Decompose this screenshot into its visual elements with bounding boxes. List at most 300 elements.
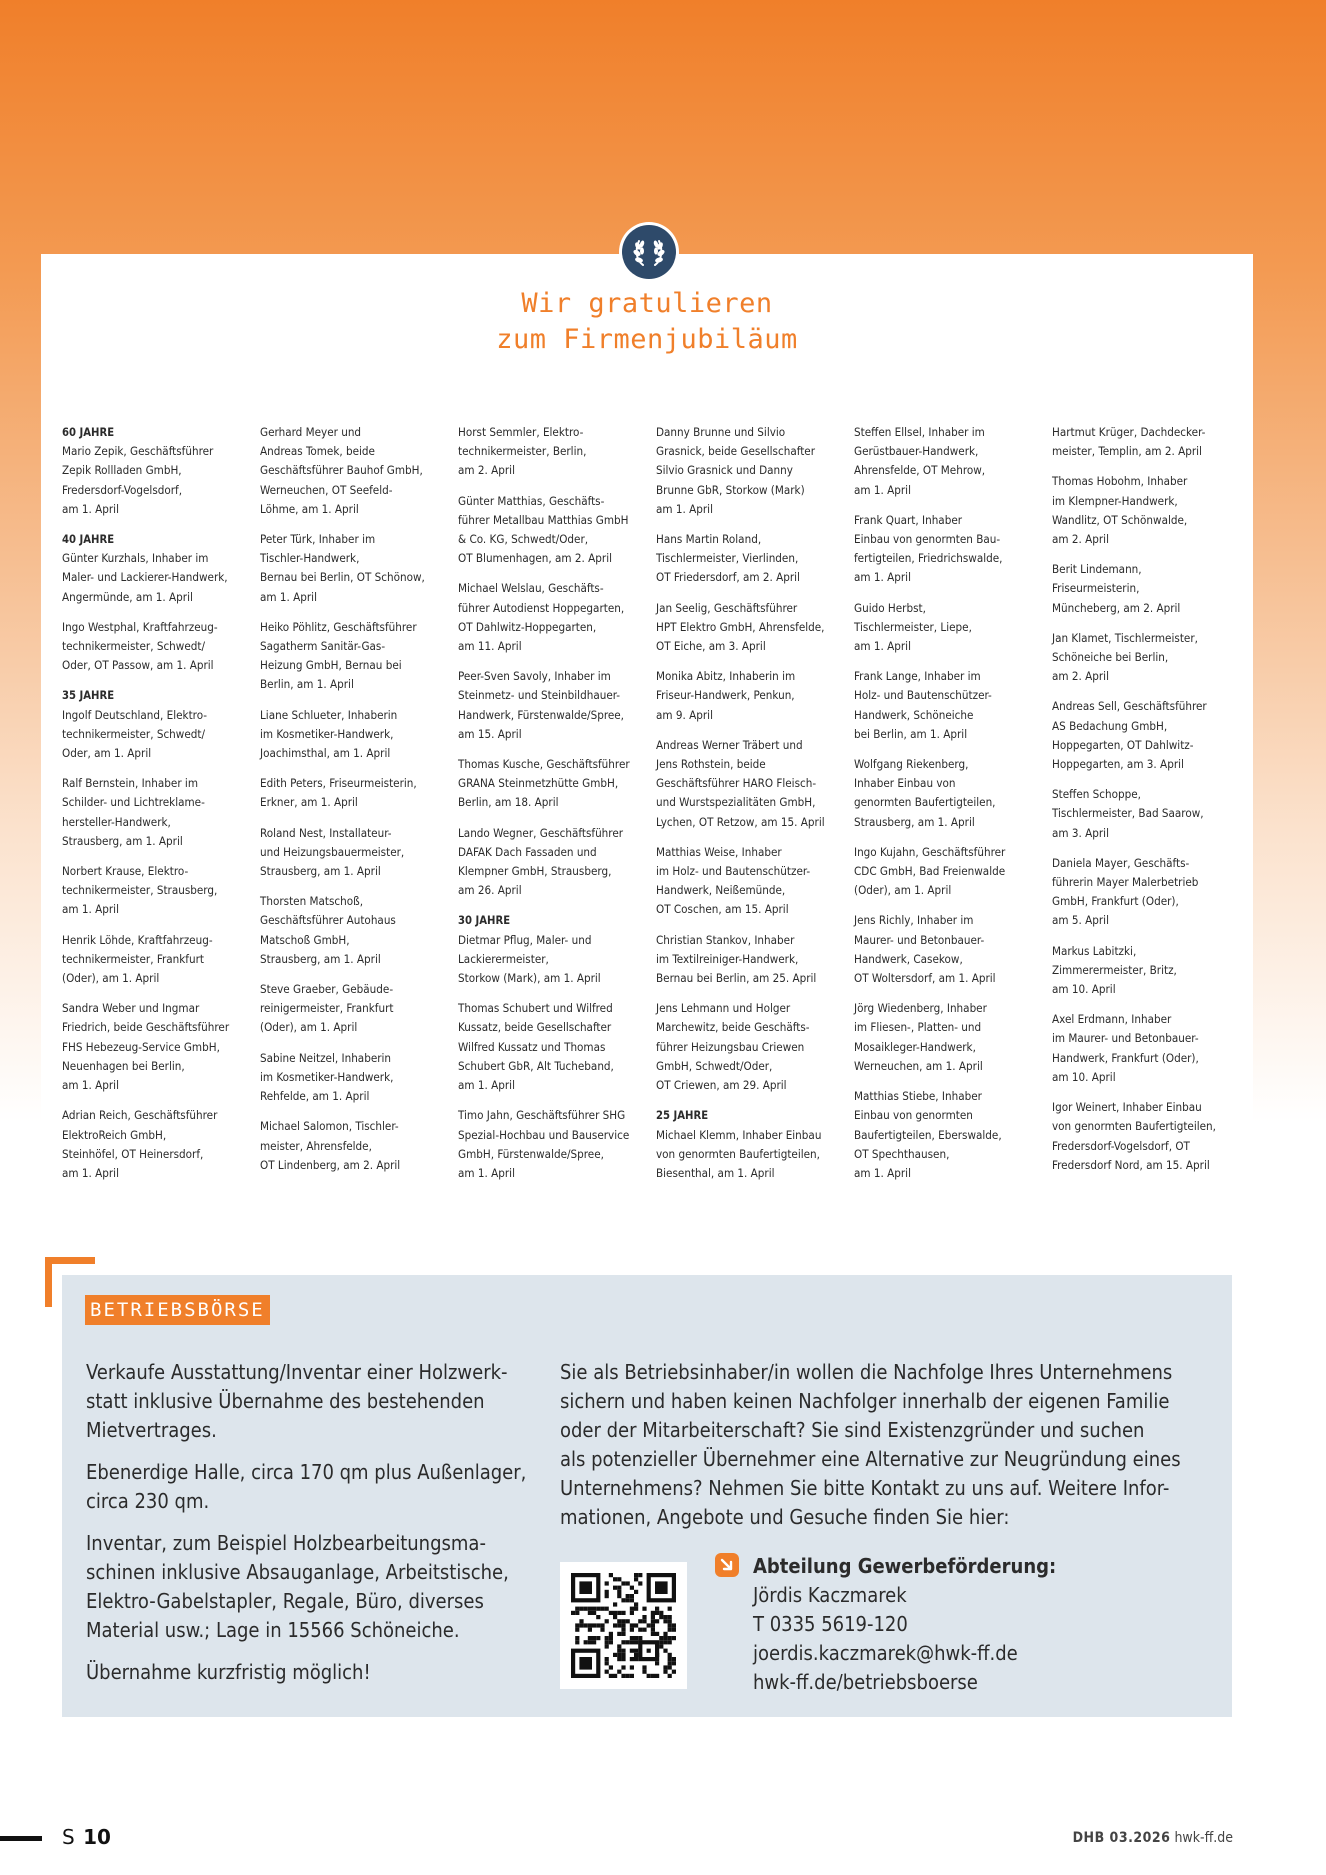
entry-line: am 1. April <box>656 501 713 516</box>
anniversary-entry <box>260 706 450 764</box>
entry-line: Axel Erdmann, Inhaber <box>1052 1012 1172 1027</box>
entry-line: Heiko Pöhlitz, Geschäftsführer <box>260 619 417 634</box>
entry-line: OT Spechthausen, <box>854 1146 950 1161</box>
entry-line: Berit Lindemann, <box>1052 562 1142 577</box>
laurel-wreath-icon <box>629 232 669 272</box>
entry-line: am 1. April <box>458 1165 515 1180</box>
anniversary-entry <box>854 843 1044 901</box>
entry-line: Henrik Löhde, Kraftfahrzeug- <box>62 932 213 947</box>
anniversary-entry <box>260 423 450 519</box>
entry-line: Brunne GbR, Storkow (Mark) <box>656 482 805 497</box>
anniversary-entry <box>62 530 252 607</box>
offer-paragraph: Inventar, zum Beispiel Holzbearbeitungsma- schinen inklusive Absauganlage, Arbeitstische, Elektro-Gabelstapler, Regale, Büro, diverses Material usw.; Lage in 15566 Schöneiche. <box>86 1531 509 1642</box>
entry-line: im Fliesen-, Platten- und <box>854 1020 982 1035</box>
entry-line: GmbH, Frankfurt (Oder), <box>1052 894 1179 909</box>
contact-phone[interactable]: T 0335 5619-120 <box>753 1612 908 1636</box>
qr-code[interactable] <box>560 1562 687 1689</box>
anniversary-entry <box>260 530 450 607</box>
entry-line: am 1. April <box>854 639 911 654</box>
entry-line: & Co. KG, Schwedt/Oder, <box>458 532 589 547</box>
entry-line: hersteller-Handwerk, <box>62 814 171 829</box>
entry-line: technikermeister, Schwedt/ <box>62 726 205 741</box>
anniversary-entry <box>854 999 1044 1076</box>
entry-line: Monika Abitz, Inhaberin im <box>656 669 796 684</box>
entry-line: Thorsten Matschoß, <box>260 894 364 909</box>
entry-line: im Klempner-Handwerk, <box>1052 493 1178 508</box>
entry-line: technikermeister, Berlin, <box>458 444 587 459</box>
anniversary-entry <box>1052 472 1242 549</box>
anniversary-entry <box>1052 423 1242 461</box>
entry-line: Kussatz, beide Gesellschafter <box>458 1020 612 1035</box>
entry-line: am 1. April <box>260 589 317 604</box>
anniversary-entry <box>62 618 252 676</box>
anniversary-entry <box>458 999 648 1095</box>
entry-line: Wandlitz, OT Schönwalde, <box>1052 512 1188 527</box>
entry-line: Steinmetz- und Steinbildhauer- <box>458 688 621 703</box>
entry-line: OT Eiche, am 3. April <box>656 639 766 654</box>
anniversary-columns <box>62 423 1242 1183</box>
entry-line: Einbau von genormten <box>854 1108 973 1123</box>
entry-line: Jan Klamet, Tischlermeister, <box>1052 630 1198 645</box>
entry-line: reinigermeister, Frankfurt <box>260 1001 394 1016</box>
entry-line: Danny Brunne und Silvio <box>656 425 786 439</box>
entry-line: Jens Richly, Inhaber im <box>854 913 974 928</box>
entry-line: Klempner GmbH, Strausberg, <box>458 864 612 879</box>
entry-line: Matthias Weise, Inhaber <box>656 844 782 859</box>
entry-line: Ingolf Deutschland, Elektro- <box>62 707 208 722</box>
entry-line: Handwerk, Neißemünde, <box>656 883 786 898</box>
anniversary-entry <box>62 931 252 989</box>
entry-line: Strausberg, am 1. April <box>854 814 975 829</box>
anniversary-entry <box>854 511 1044 588</box>
entry-line: Ingo Kujahn, Geschäftsführer <box>854 844 1006 859</box>
anniversary-heading: 40 JAHRE <box>62 533 115 547</box>
anniversary-entry <box>458 579 648 656</box>
entry-line: Sabine Neitzel, Inhaberin <box>260 1050 392 1065</box>
entry-line: Rehfelde, am 1. April <box>260 1089 370 1104</box>
anniversary-entry <box>1052 1010 1242 1087</box>
entry-line: Guido Herbst, <box>854 600 926 615</box>
anniversary-entry <box>260 824 450 882</box>
entry-line: Friseur-Handwerk, Penkun, <box>656 688 795 703</box>
entry-line: Christian Stankov, Inhaber <box>656 932 795 947</box>
accent-corner <box>45 1257 95 1264</box>
entry-line: Thomas Hobohm, Inhaber <box>1052 474 1188 489</box>
entry-line: Sagatherm Sanitär-Gas- <box>260 639 386 654</box>
entry-line: Handwerk, Casekow, <box>854 951 963 966</box>
page-number <box>62 1822 111 1852</box>
entry-line: (Oder), am 1. April <box>62 971 160 986</box>
entry-line: Schilder- und Lichtreklame- <box>62 795 205 810</box>
offer-paragraph: Ebenerdige Halle, circa 170 qm plus Außenlager, circa 230 qm. <box>86 1460 527 1513</box>
entry-line: Adrian Reich, Geschäftsführer <box>62 1108 218 1123</box>
anniversary-entry <box>1052 629 1242 687</box>
entry-line: Frank Lange, Inhaber im <box>854 669 981 684</box>
contact-block <box>753 1552 1223 1697</box>
anniversary-column <box>656 423 846 1194</box>
entry-line: technikermeister, Frankfurt <box>62 951 204 966</box>
betriebsboerse-label: BETRIEBSBÖRSE <box>85 1295 270 1325</box>
entry-line: OT Woltersdorf, am 1. April <box>854 971 996 986</box>
entry-line: Daniela Mayer, Geschäfts- <box>1052 855 1190 870</box>
offer-text <box>86 1358 526 1700</box>
entry-line: am 15. April <box>458 726 522 741</box>
entry-line: Angermünde, am 1. April <box>62 589 193 604</box>
entry-line: Sandra Weber und Ingmar <box>62 1001 200 1016</box>
entry-line: Steffen Ellsel, Inhaber im <box>854 425 985 439</box>
entry-line: am 5. April <box>1052 913 1109 928</box>
entry-line: Steinhöfel, OT Heinersdorf, <box>62 1146 204 1161</box>
entry-line: Biesenthal, am 1. April <box>656 1165 775 1180</box>
entry-line: am 2. April <box>1052 532 1109 547</box>
entry-line: Maler- und Lackierer-Handwerk, <box>62 570 228 585</box>
entry-line: ElektroReich GmbH, <box>62 1127 167 1142</box>
anniversary-entry <box>656 736 846 832</box>
entry-line: am 1. April <box>62 1165 119 1180</box>
entry-line: HPT Elektro GmbH, Ahrensfelde, <box>656 619 825 634</box>
anniversary-entry <box>458 492 648 569</box>
entry-line: Michael Salomon, Tischler- <box>260 1119 399 1134</box>
entry-line: Markus Labitzki, <box>1052 943 1137 958</box>
entry-line: Inhaber Einbau von <box>854 776 956 791</box>
entry-line: Hoppegarten, OT Dahlwitz- <box>1052 737 1194 752</box>
anniversary-entry <box>260 1117 450 1175</box>
entry-line: führer Metallbau Matthias GmbH <box>458 512 629 527</box>
anniversary-entry <box>62 1106 252 1183</box>
entry-line: Timo Jahn, Geschäftsführer SHG <box>458 1108 626 1123</box>
succession-text: Sie als Betriebsinhaber/in wollen die Nachfolge Ihres Unternehmens sichern und haben keinen Nachfolger innerhalb der eigenen Familie oder der Mitarbeiterschaft? Sie sind Existenzgründer und suchen als potenzieller Übernehmer eine Alternative zur Neugründung eines Unternehmens? Nehmen Sie bitte Kontakt zu uns auf. Weitere Infor- mationen, Angebote und Gesuche finden Sie hier: <box>560 1360 1181 1529</box>
anniversary-entry <box>458 423 648 481</box>
entry-line: Matschoß GmbH, <box>260 932 350 947</box>
anniversary-entry <box>260 1049 450 1107</box>
entry-line: (Oder), am 1. April <box>260 1020 358 1035</box>
entry-line: Joachimsthal, am 1. April <box>260 746 391 761</box>
entry-line: Lackierermeister, <box>458 951 549 966</box>
entry-line: technikermeister, Strausberg, <box>62 883 218 898</box>
anniversary-entry <box>656 667 846 725</box>
entry-line: Günter Kurzhals, Inhaber im <box>62 551 209 566</box>
anniversary-entry <box>62 423 252 519</box>
entry-line: Tischlermeister, Bad Saarow, <box>1052 806 1204 821</box>
entry-line: führer Heizungsbau Criewen <box>656 1039 805 1054</box>
entry-line: meister, Templin, am 2. April <box>1052 444 1202 459</box>
entry-line: im Maurer- und Betonbauer- <box>1052 1031 1199 1046</box>
entry-line: am 1. April <box>62 902 119 917</box>
entry-line: Edith Peters, Friseurmeisterin, <box>260 776 417 791</box>
anniversary-entry <box>62 862 252 920</box>
entry-line: Lando Wegner, Geschäftsführer <box>458 825 624 840</box>
entry-line: Norbert Krause, Elektro- <box>62 864 189 879</box>
entry-line: Igor Weinert, Inhaber Einbau <box>1052 1100 1202 1115</box>
entry-line: Tischler-Handwerk, <box>260 551 360 566</box>
entry-line: Thomas Schubert und Wilfred <box>458 1001 613 1016</box>
entry-line: Einbau von genormten Bau- <box>854 532 1001 547</box>
entry-line: Handwerk, Fürstenwalde/Spree, <box>458 707 624 722</box>
entry-line: am 1. April <box>62 1078 119 1093</box>
entry-line: von genormten Baufertigteilen, <box>656 1146 820 1161</box>
entry-line: Lychen, OT Retzow, am 15. April <box>656 814 825 829</box>
anniversary-entry <box>854 755 1044 832</box>
entry-line: Grasnick, beide Gesellschafter <box>656 444 815 459</box>
entry-line: Hans Martin Roland, <box>656 532 762 547</box>
entry-line: Michael Welslau, Geschäfts- <box>458 581 604 596</box>
entry-line: am 3. April <box>1052 825 1109 840</box>
entry-line: im Kosmetiker-Handwerk, <box>260 726 394 741</box>
entry-line: Heizung GmbH, Bernau bei <box>260 658 402 673</box>
entry-line: Tischlermeister, Vierlinden, <box>656 551 799 566</box>
entry-line: Strausberg, am 1. April <box>62 833 183 848</box>
entry-line: Jens Lehmann und Holger <box>656 1001 791 1016</box>
contact-name: Jördis Kaczmarek <box>753 1583 907 1607</box>
entry-line: Strausberg, am 1. April <box>260 951 381 966</box>
entry-line: Matthias Stiebe, Inhaber <box>854 1089 982 1104</box>
entry-line: Geschäftsführer Bauhof GmbH, <box>260 463 423 478</box>
entry-line: Andreas Tomek, beide <box>260 444 375 459</box>
entry-line: Silvio Grasnick und Danny <box>656 463 793 478</box>
anniversary-heading: 25 JAHRE <box>656 1109 709 1123</box>
anniversary-entry <box>656 843 846 920</box>
entry-line: Jörg Wiedenberg, Inhaber <box>854 1001 987 1016</box>
entry-line: Tischlermeister, Liepe, <box>854 619 972 634</box>
footer-site[interactable]: hwk-ff.de <box>1174 1830 1233 1846</box>
entry-line: FHS Hebezeug-Service GmbH, <box>62 1039 220 1054</box>
entry-line: von genormten Baufertigteilen, <box>1052 1119 1216 1134</box>
anniversary-entry <box>458 1106 648 1183</box>
anniversary-entry <box>656 599 846 657</box>
entry-line: genormten Baufertigteilen, <box>854 795 996 810</box>
anniversary-heading: 35 JAHRE <box>62 689 115 703</box>
entry-line: OT Blumenhagen, am 2. April <box>458 551 612 566</box>
entry-line: Storkow (Mark), am 1. April <box>458 971 601 986</box>
entry-line: technikermeister, Schwedt/ <box>62 639 205 654</box>
anniversary-column <box>62 423 252 1194</box>
entry-line: Bernau bei Berlin, OT Schönow, <box>260 570 425 585</box>
entry-line: Fredersdorf-Vogelsdorf, <box>62 482 183 497</box>
entry-line: fertigteilen, Friedrichswalde, <box>854 551 1003 566</box>
entry-line: Günter Matthias, Geschäfts- <box>458 493 605 508</box>
entry-line: am 26. April <box>458 883 522 898</box>
emblem <box>619 222 679 282</box>
arrow-down-right-icon <box>715 1553 739 1577</box>
entry-line: Liane Schlueter, Inhaberin <box>260 707 398 722</box>
entry-line: Mosaikleger-Handwerk, <box>854 1039 976 1054</box>
entry-line: Ingo Westphal, Kraftfahrzeug- <box>62 619 218 634</box>
entry-line: und Wurstspezialitäten GmbH, <box>656 795 816 810</box>
entry-line: Gerüstbauer-Handwerk, <box>854 444 979 459</box>
entry-line: im Kosmetiker-Handwerk, <box>260 1069 394 1084</box>
entry-line: Strausberg, am 1. April <box>260 864 381 879</box>
entry-line: im Textilreiniger-Handwerk, <box>656 951 799 966</box>
anniversary-heading: 30 JAHRE <box>458 914 511 928</box>
entry-line: Friseurmeisterin, <box>1052 581 1140 596</box>
entry-line: Ahrensfelde, OT Mehrow, <box>854 463 986 478</box>
anniversary-entry <box>62 774 252 851</box>
entry-line: Hoppegarten, am 3. April <box>1052 757 1184 772</box>
entry-line: Werneuchen, OT Seefeld- <box>260 482 393 497</box>
entry-line: Berlin, am 1. April <box>260 677 354 692</box>
entry-line: Fredersdorf-Vogelsdorf, OT <box>1052 1138 1190 1153</box>
entry-line: Baufertigteilen, Eberswalde, <box>854 1127 1002 1142</box>
anniversary-entry <box>1052 942 1242 1000</box>
entry-line: Löhme, am 1. April <box>260 501 359 516</box>
anniversary-entry <box>62 686 252 763</box>
entry-line: Berlin, am 18. April <box>458 795 559 810</box>
entry-line: Jan Seelig, Geschäftsführer <box>656 600 798 615</box>
entry-line: am 1. April <box>854 1165 911 1180</box>
entry-line: Geschäftsführer HARO Fleisch- <box>656 776 817 791</box>
entry-line: am 2. April <box>1052 669 1109 684</box>
entry-line: am 9. April <box>656 707 713 722</box>
entry-line: Oder, OT Passow, am 1. April <box>62 658 214 673</box>
anniversary-heading: 60 JAHRE <box>62 426 115 439</box>
footer-rule <box>0 1836 42 1841</box>
anniversary-entry <box>854 1087 1044 1183</box>
entry-line: meister, Ahrensfelde, <box>260 1138 372 1153</box>
entry-line: Friedrich, beide Geschäftsführer <box>62 1020 230 1035</box>
entry-line: Spezial-Hochbau und Bauservice <box>458 1127 630 1142</box>
entry-line: Holz- und Bautenschützer- <box>854 688 992 703</box>
entry-line: Frank Quart, Inhaber <box>854 512 963 527</box>
anniversary-entry <box>458 824 648 901</box>
entry-line: am 1. April <box>458 1078 515 1093</box>
entry-line: Peer-Sven Savoly, Inhaber im <box>458 669 611 684</box>
anniversary-column <box>854 423 1044 1194</box>
entry-line: bei Berlin, am 1. April <box>854 726 968 741</box>
entry-line: OT Friedersdorf, am 2. April <box>656 570 800 585</box>
entry-line: Peter Türk, Inhaber im <box>260 532 376 547</box>
entry-line: Michael Klemm, Inhaber Einbau <box>656 1127 822 1142</box>
entry-line: Neuenhagen bei Berlin, <box>62 1058 185 1073</box>
page-prefix: S <box>62 1825 77 1849</box>
anniversary-column <box>260 423 450 1186</box>
entry-line: DAFAK Dach Fassaden und <box>458 844 597 859</box>
entry-line: am 1. April <box>62 501 119 516</box>
title-line-2: zum Firmenjubiläum <box>496 324 798 355</box>
entry-line: am 2. April <box>458 463 515 478</box>
anniversary-entry <box>656 999 846 1095</box>
entry-line: Horst Semmler, Elektro- <box>458 425 584 439</box>
entry-line: am 10. April <box>1052 1069 1116 1084</box>
entry-line: Andreas Sell, Geschäftsführer <box>1052 699 1207 714</box>
anniversary-entry <box>1052 1098 1242 1175</box>
entry-line: im Holz- und Bautenschützer- <box>656 864 811 879</box>
contact-email[interactable]: joerdis.kaczmarek@hwk-ff.de <box>753 1641 1018 1665</box>
entry-line: Mario Zepik, Geschäftsführer <box>62 444 214 459</box>
entry-line: Wolfgang Riekenberg, <box>854 757 969 772</box>
anniversary-entry <box>656 423 846 519</box>
entry-line: OT Lindenberg, am 2. April <box>260 1157 401 1172</box>
footer-magazine <box>1073 1828 1233 1848</box>
anniversary-entry <box>656 931 846 989</box>
entry-line: Handwerk, Frankfurt (Oder), <box>1052 1050 1199 1065</box>
anniversary-column <box>458 423 648 1194</box>
magazine-issue: DHB 03.2026 <box>1072 1830 1171 1846</box>
anniversary-entry <box>854 667 1044 744</box>
entry-line: Thomas Kusche, Geschäftsführer <box>458 757 630 772</box>
anniversary-entry <box>656 530 846 588</box>
entry-line: OT Coschen, am 15. April <box>656 902 789 917</box>
anniversary-entry <box>458 911 648 988</box>
anniversary-entry <box>656 1106 846 1183</box>
entry-line: AS Bedachung GmbH, <box>1052 718 1168 733</box>
entry-line: Handwerk, Schöneiche <box>854 707 974 722</box>
contact-url[interactable]: hwk-ff.de/betriebsboerse <box>753 1670 978 1694</box>
entry-line: OT Dahlwitz-Hoppegarten, <box>458 619 597 634</box>
entry-line: Bernau bei Berlin, am 25. April <box>656 971 817 986</box>
entry-line: Werneuchen, am 1. April <box>854 1058 983 1073</box>
entry-line: Zepik Rollladen GmbH, <box>62 463 182 478</box>
anniversary-entry <box>854 423 1044 500</box>
offer-paragraph: Übernahme kurzfristig möglich! <box>86 1660 371 1684</box>
entry-line: führer Autodienst Hoppegarten, <box>458 600 625 615</box>
entry-line: und Heizungsbauermeister, <box>260 844 405 859</box>
offer-paragraph: Verkaufe Ausstattung/Inventar einer Holzwerk- statt inklusive Übernahme des bestehenden Mietvertrages. <box>86 1360 508 1442</box>
entry-line: Fredersdorf Nord, am 15. April <box>1052 1157 1210 1172</box>
anniversary-entry <box>260 892 450 969</box>
anniversary-entry <box>260 618 450 695</box>
entry-line: Steve Graeber, Gebäude- <box>260 982 394 997</box>
anniversary-entry <box>1052 697 1242 774</box>
entry-line: Ralf Bernstein, Inhaber im <box>62 776 198 791</box>
entry-line: Jens Rothstein, beide <box>656 757 766 772</box>
anniversary-entry <box>854 599 1044 657</box>
entry-line: Müncheberg, am 2. April <box>1052 600 1181 615</box>
entry-line: Dietmar Pflug, Maler- und <box>458 932 592 947</box>
accent-corner-vertical <box>45 1257 52 1307</box>
entry-line: GRANA Steinmetzhütte GmbH, <box>458 776 619 791</box>
anniversary-entry <box>62 999 252 1095</box>
entry-line: am 10. April <box>1052 982 1116 997</box>
anniversary-entry <box>1052 785 1242 843</box>
entry-line: Roland Nest, Installateur- <box>260 825 392 840</box>
entry-line: OT Criewen, am 29. April <box>656 1078 787 1093</box>
anniversary-entry <box>854 911 1044 988</box>
entry-line: Wilfred Kussatz und Thomas <box>458 1039 606 1054</box>
entry-line: Oder, am 1. April <box>62 746 152 761</box>
entry-line: Erkner, am 1. April <box>260 795 358 810</box>
entry-line: Schöneiche bei Berlin, <box>1052 650 1169 665</box>
anniversary-column <box>1052 423 1242 1186</box>
anniversary-entry <box>260 980 450 1038</box>
entry-line: Geschäftsführer Autohaus <box>260 913 396 928</box>
entry-line: Marchewitz, beide Geschäfts- <box>656 1020 810 1035</box>
entry-line: führerin Mayer Malerbetrieb <box>1052 875 1199 890</box>
entry-line: Schubert GbR, Alt Tucheband, <box>458 1058 614 1073</box>
entry-line: (Oder), am 1. April <box>854 883 952 898</box>
contact-department: Abteilung Gewerbeförderung: <box>753 1554 1057 1578</box>
entry-line: GmbH, Schwedt/Oder, <box>656 1058 773 1073</box>
anniversary-entry <box>260 774 450 812</box>
entry-line: Hartmut Krüger, Dachdecker- <box>1052 425 1206 439</box>
anniversary-entry <box>1052 560 1242 618</box>
entry-line: Gerhard Meyer und <box>260 425 362 439</box>
entry-line: Andreas Werner Träbert und <box>656 737 803 752</box>
page-number-value: 10 <box>83 1825 111 1849</box>
qr-code-icon <box>571 1573 676 1678</box>
entry-line: am 1. April <box>854 570 911 585</box>
entry-line: GmbH, Fürstenwalde/Spree, <box>458 1146 604 1161</box>
entry-line: Maurer- und Betonbauer- <box>854 932 985 947</box>
entry-line: am 11. April <box>458 639 522 654</box>
entry-line: am 1. April <box>854 482 911 497</box>
anniversary-entry <box>1052 854 1242 931</box>
anniversary-entry <box>458 667 648 744</box>
entry-line: CDC GmbH, Bad Freienwalde <box>854 864 1006 879</box>
entry-line: Zimmerermeister, Britz, <box>1052 962 1177 977</box>
title-line-1: Wir gratulieren <box>521 288 773 319</box>
entry-line: Steffen Schoppe, <box>1052 787 1141 802</box>
anniversary-entry <box>458 755 648 813</box>
